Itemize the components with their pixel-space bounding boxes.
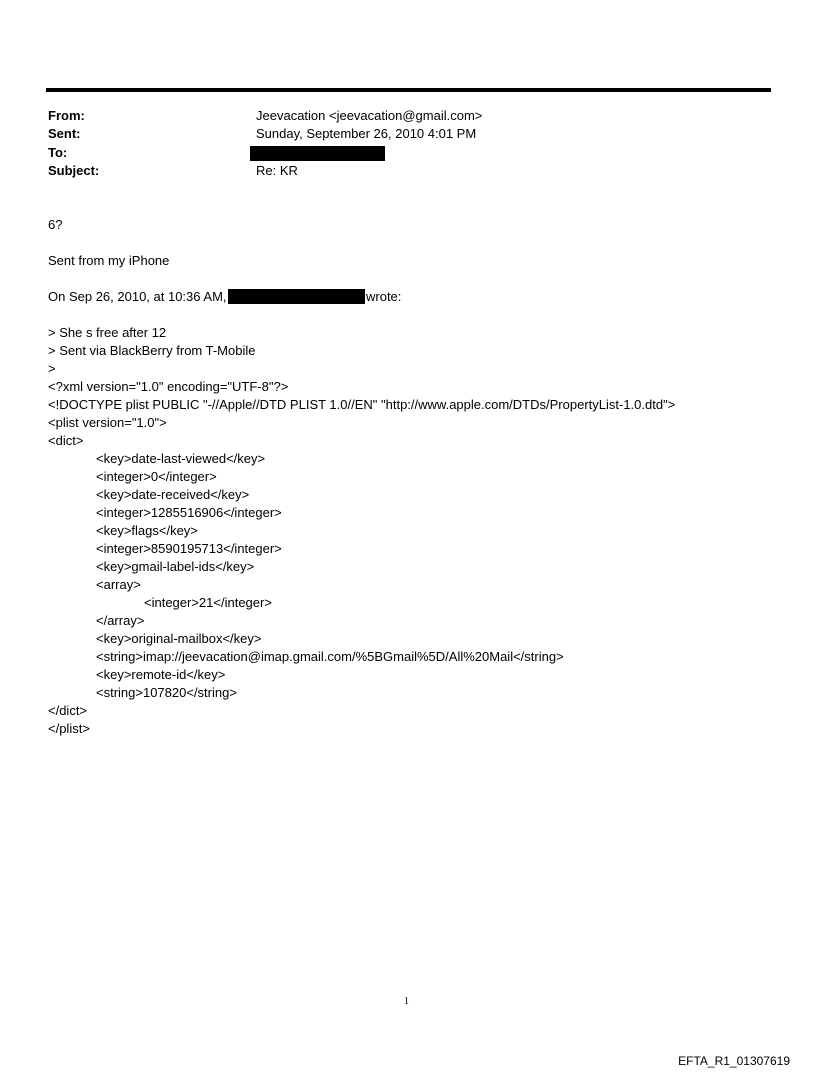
quoted-line: <string>107820</string> — [96, 685, 237, 700]
quoted-line: </plist> — [48, 721, 90, 736]
quoted-line: <key>original-mailbox</key> — [96, 631, 262, 646]
quoted-line: <key>gmail-label-ids</key> — [96, 559, 255, 574]
sent-label: Sent: — [48, 126, 81, 141]
quoted-line: <key>remote-id</key> — [96, 667, 226, 682]
quoted-line: <integer>0</integer> — [96, 469, 217, 484]
quoted-line: </array> — [96, 613, 145, 628]
subject-value: Re: KR — [256, 163, 298, 178]
quote-intro-suffix: wrote: — [366, 289, 402, 304]
quoted-line: <key>date-last-viewed</key> — [96, 451, 266, 466]
from-value: Jeevacation <jeevacation@gmail.com> — [256, 108, 483, 123]
sent-value: Sunday, September 26, 2010 4:01 PM — [256, 126, 477, 141]
page-number: 1 — [404, 996, 409, 1007]
quoted-line: <key>date-received</key> — [96, 487, 250, 502]
quote-intro-prefix: On Sep 26, 2010, at 10:36 AM, — [48, 289, 227, 304]
quoted-line: <string>imap://jeevacation@imap.gmail.com/%5BGmail%5D/All%20Mail</string> — [96, 649, 564, 664]
quoted-line: > Sent via BlackBerry from T-Mobile — [48, 343, 256, 358]
subject-label: Subject: — [48, 163, 100, 178]
quoted-line: > She s free after 12 — [48, 325, 167, 340]
quoted-line: <array> — [96, 577, 141, 592]
reply-text: 6? — [48, 217, 63, 232]
header-rule — [46, 88, 771, 92]
to-redaction — [250, 146, 385, 161]
quoted-line: <integer>21</integer> — [144, 595, 272, 610]
quoted-line: <dict> — [48, 433, 84, 448]
quoted-line: > — [48, 361, 56, 376]
quoted-line: <integer>1285516906</integer> — [96, 505, 282, 520]
sender-redaction — [228, 289, 365, 304]
to-label: To: — [48, 145, 68, 160]
quoted-line: <key>flags</key> — [96, 523, 198, 538]
quoted-line: <integer>8590195713</integer> — [96, 541, 282, 556]
signature-text: Sent from my iPhone — [48, 253, 170, 268]
quoted-line: <!DOCTYPE plist PUBLIC "-//Apple//DTD PLIST 1.0//EN" "http://www.apple.com/DTDs/PropertyList-1.0.dtd"> — [48, 397, 676, 412]
quoted-line: <?xml version="1.0" encoding="UTF-8"?> — [48, 379, 289, 394]
document-id: EFTA_R1_01307619 — [678, 1054, 790, 1068]
quoted-line: <plist version="1.0"> — [48, 415, 167, 430]
quoted-line: </dict> — [48, 703, 88, 718]
from-label: From: — [48, 108, 85, 123]
